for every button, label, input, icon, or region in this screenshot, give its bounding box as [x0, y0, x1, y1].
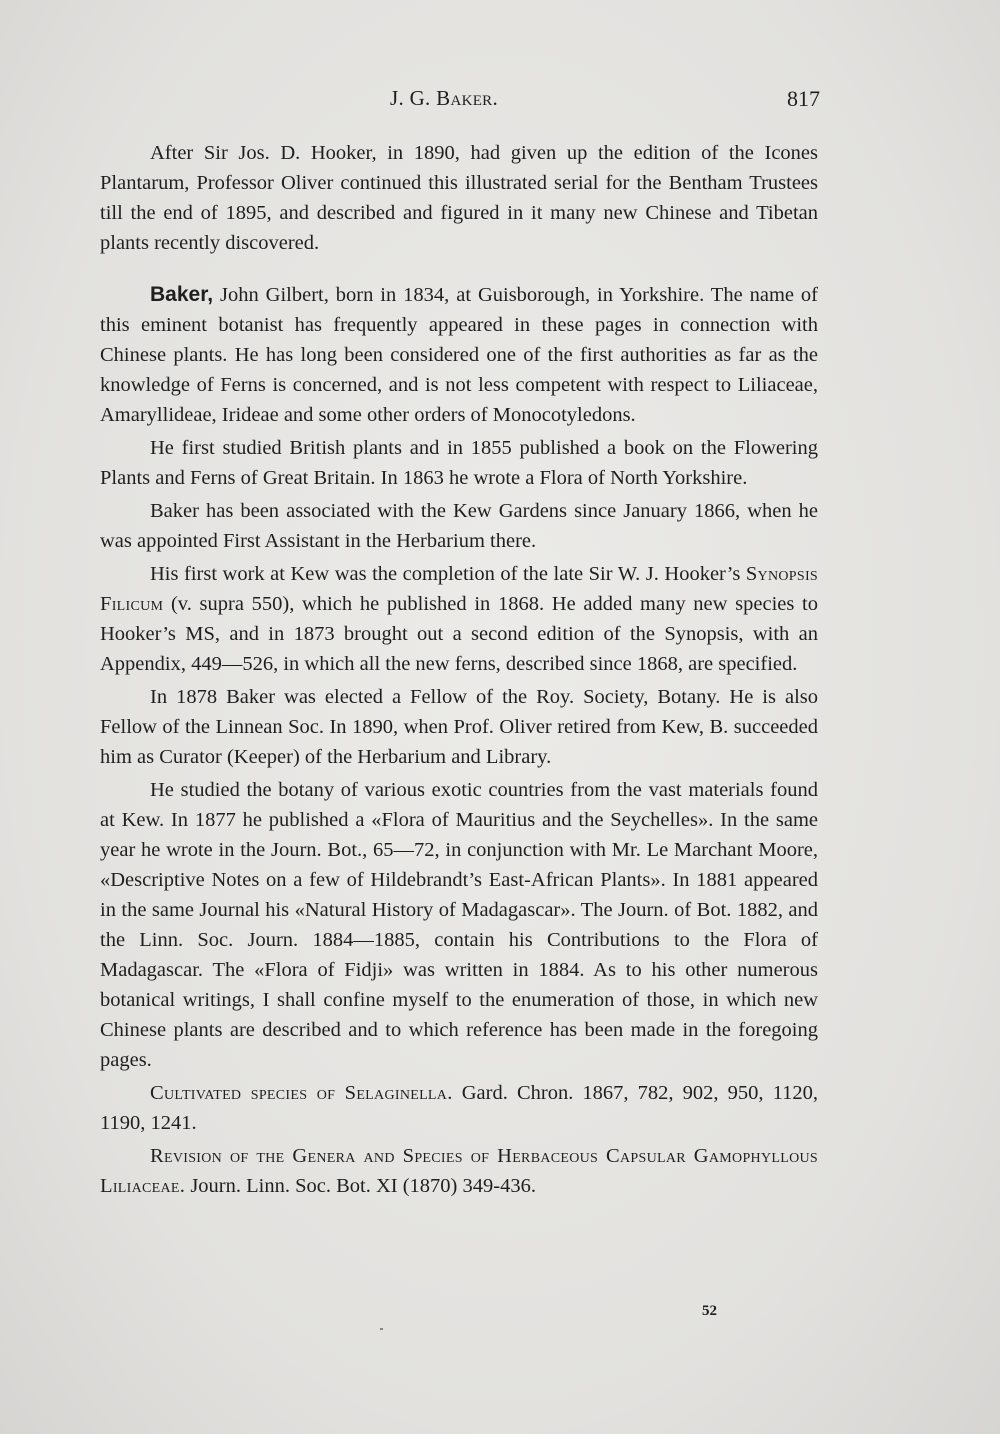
signature-mark: 52 [702, 1303, 717, 1319]
paragraph-oliver: After Sir Jos. D. Hooker, in 1890, had given up the edition of the Icones Plantarum, Professor Oliver continued this illustrated serial for the Bentham Trustees till the end of 1895, and described and figured in it many new Chinese and Tibetan plants recently discovered. [100, 142, 818, 254]
citation-text: Journ. Linn. Soc. Bot. XI (1870) 349-436. [185, 1175, 536, 1197]
work-title: Revision of the Genera and Species of Herbaceous Capsular Gamophyllous Liliaceae. [100, 1145, 818, 1197]
paragraph-text: John Gilbert, born in 1834, at Guisborough, in Yorkshire. The name of this eminent botanist has frequently appeared in these pages in connection with Chinese plants. He has long been considered one of the first authorities as far as the knowledge of Ferns is concerned, and is not less competent with respect to Liliaceae, Amaryllideae, Irideae and some other orders of Monocotyledons. [100, 284, 818, 426]
bibliography-entry-selaginella [100, 1078, 818, 1138]
paragraph-text: His first work at Kew was the completion of the late Sir W. J. Hooker’s [150, 563, 746, 585]
paragraph-early-studies: He first studied British plants and in 1855 published a book on the Flowering Plants and Ferns of Great Britain. In 1863 he wrote a Flora of North Yorkshire. [100, 437, 818, 489]
work-title: Cultivated species of Selaginella. [150, 1082, 453, 1104]
paragraph-baker-intro [100, 280, 818, 430]
paragraph-text: (v. supra 550), which he published in 1868. He added many new species to Hooker’s MS, and in 1873 brought out a second edition of the Synopsis, with an Appendix, 449—526, in which all the new ferns, described since 1868, are specified. [100, 593, 818, 675]
paragraph-kew-gardens: Baker has been associated with the Kew Gardens since January 1866, when he was appointed First Assistant in the Herbarium there. [100, 500, 818, 552]
paragraph-royal-society: In 1878 Baker was elected a Fellow of the Roy. Society, Botany. He is also Fellow of the Linnean Soc. In 1890, when Prof. Oliver retired from Kew, B. succeeded him as Curator (Keeper) of the Herbarium and Library. [100, 686, 818, 768]
body-text [100, 138, 818, 1201]
citation-text: Gard. Chron. 1867, 782, 902, 950, 1120, 1190, 1241. [100, 1082, 818, 1134]
paragraph-exotic-botany: He studied the botany of various exotic countries from the vast materials found at Kew. In 1877 he published a «Flora of Mauritius and the Seychelles». In the same year he wrote in the Journ. Bot., 65—72, in conjunction with Mr. Le Marchant Moore, «Descriptive Notes on a few of Hildebrandt’s East-African Plants». In 1881 appeared in the same Journal his «Natural History of Madagascar». The Journ. of Bot. 1882, and the Linn. Soc. Journ. 1884—1885, contain his Contributions to the Flora of Madagascar. The «Flora of Fidji» was written in 1884. As to his other numerous botanical writings, I shall confine myself to the enumeration of those, in which new Chinese plants are described and to which reference has been made in the foregoing pages. [100, 779, 818, 1071]
page-header [100, 86, 820, 118]
page-number: 817 [787, 86, 820, 111]
bibliography-entry-liliaceae [100, 1141, 818, 1201]
running-head: J. G. Baker. [390, 86, 499, 110]
work-title: Synopsis Filicum [100, 563, 818, 615]
entry-name: Baker, [150, 283, 214, 306]
paragraph-synopsis [100, 559, 818, 679]
paper-speck [380, 1328, 383, 1330]
